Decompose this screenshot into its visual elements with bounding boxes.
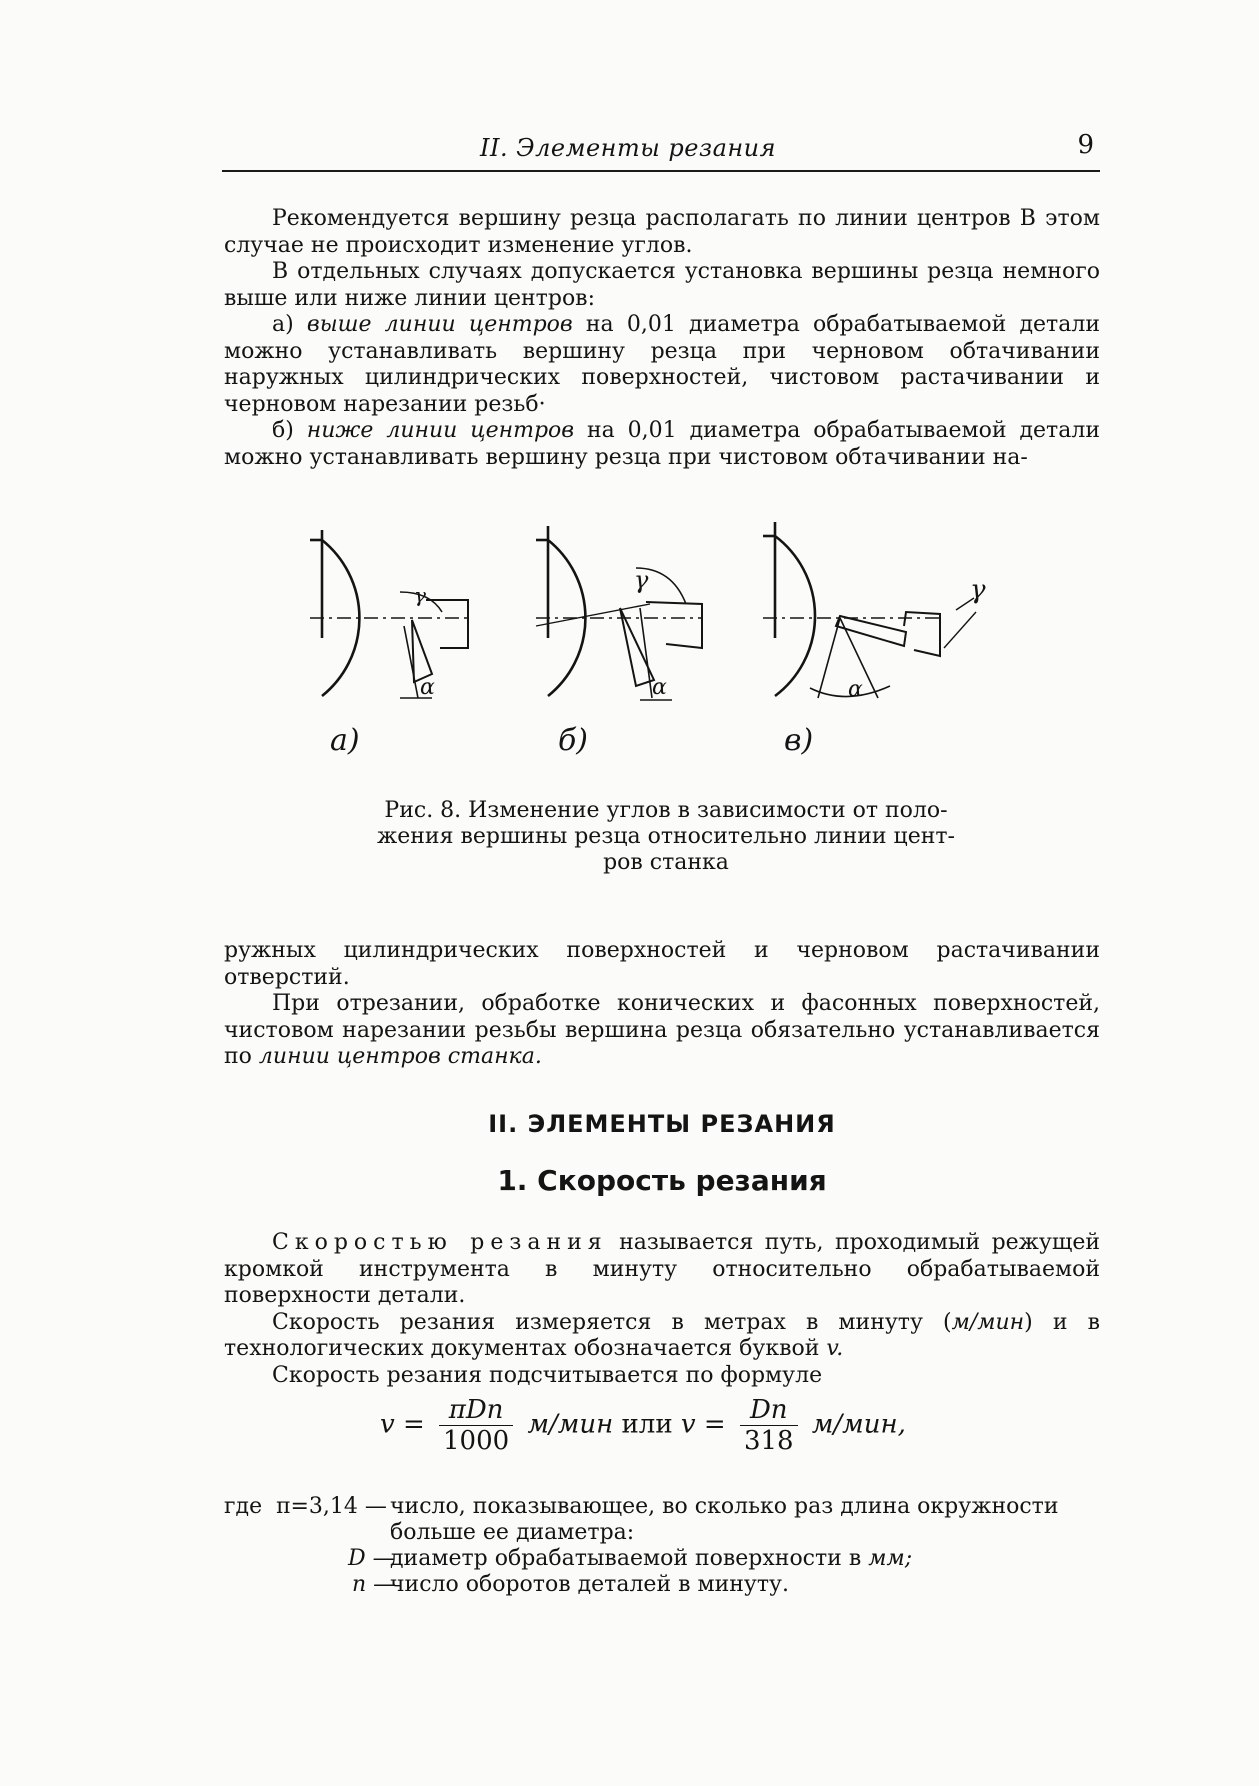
paragraph: Скорость резания подсчитывается по формуле (272, 1362, 823, 1388)
definition-text: число, показывающее, во сколько раз длина окружности больше ее диаметра: (390, 1494, 1059, 1545)
paragraph: ружных цилиндрических поверхностей и черновом растачивании отверстий. (224, 938, 1100, 990)
gamma-label-c: γ (970, 575, 986, 605)
item-term: выше линии центров (306, 312, 573, 337)
intro-text (224, 206, 1100, 471)
speed-formula (380, 1395, 980, 1469)
chapter-heading: II. ЭЛЕМЕНТЫ РЕЗАНИЯ (488, 1110, 836, 1138)
paragraph-text: При отрезании, обработке конических и фасонных поверхностей, чистовом нарезании резьбы вершина резца обязательно устанавливается по (224, 991, 1100, 1069)
gamma-label-a: γ (414, 583, 426, 607)
gamma-label-b: γ (634, 566, 649, 594)
item-text: на 0,01 диаметра обрабатываемой детали можно устанавливать вершину резца при чистовом обтачивании на- (224, 418, 1100, 470)
denominator: 1000 (443, 1426, 510, 1456)
paragraph (224, 1310, 1100, 1363)
item-label: а) (272, 312, 294, 337)
definition-key: n — (352, 1572, 396, 1597)
paragraph: Рекомендуется вершину резца располагать по линии центров В этом случае не происходит изменение углов. (224, 206, 1100, 258)
definition-key: π=3,14 — (276, 1494, 387, 1519)
italic-term: линии центров станка. (258, 1044, 542, 1069)
alpha-label-c: α (848, 677, 863, 702)
list-item-b (224, 418, 1100, 471)
caption-line: ров станка (603, 850, 729, 875)
section-title: II. Элементы резания (480, 134, 777, 162)
variable-definitions (224, 1494, 1100, 1598)
fraction (740, 1395, 798, 1456)
speed-text (224, 1230, 1100, 1389)
figure-8-diagram (300, 508, 1080, 778)
unit: м/мин (527, 1409, 614, 1440)
denominator: 318 (743, 1426, 794, 1456)
definition-n (224, 1572, 1100, 1598)
paragraph: В отдельных случаях допускается установка вершины резца немного выше или ниже линии центров: (224, 259, 1100, 311)
numerator: Dn (740, 1395, 798, 1426)
page-number: 9 (1077, 130, 1094, 160)
definition-text: диаметр обрабатываемой поверхности в (390, 1546, 862, 1571)
fraction (439, 1395, 513, 1456)
diagram-a (310, 530, 470, 698)
definition-paragraph (224, 1230, 1100, 1310)
continuation-text (224, 938, 1100, 1071)
defined-term: Скоростью резания (272, 1230, 608, 1255)
numerator: πDn (439, 1395, 513, 1426)
formula-lhs: v = (680, 1409, 726, 1440)
or-word: или (621, 1409, 673, 1440)
variable-letter: v. (826, 1336, 844, 1361)
subfigure-label-b: б) (558, 723, 589, 758)
section-heading: 1. Скорость резания (497, 1164, 827, 1197)
diagram-b (536, 526, 702, 700)
where-word: где (224, 1494, 263, 1519)
paragraph-text: Скорость резания измеряется в метрах в минуту ( (272, 1309, 952, 1335)
list-item-a (224, 312, 1100, 418)
definition-text: число оборотов деталей в минуту. (390, 1572, 789, 1597)
unit: м/мин, (811, 1409, 906, 1440)
definition-key: D — (348, 1546, 395, 1571)
alpha-label-a: α (420, 675, 435, 700)
caption-line: жения вершины резца относительно линии цент- (377, 824, 955, 849)
item-label: б) (272, 418, 294, 443)
definition-text: называется путь, проходимый режущей кромкой инструмента в минуту относительно обрабатываемой поверхности детали. (224, 1230, 1101, 1308)
caption-line: Рис. 8. Изменение углов в зависимости от поло- (384, 798, 948, 823)
formula-lhs: v = (380, 1409, 425, 1440)
item-text: на 0,01 диаметра обрабатываемой детали можно устанавливать вершину резца при черновом обтачивании наружных цилиндрических поверхностей, чистовом растачивании и черновом нарезании резьб· (224, 312, 1100, 417)
running-head (222, 130, 1100, 172)
unit: мм; (868, 1546, 913, 1571)
subfigure-label-a: а) (330, 723, 360, 758)
paragraph (224, 991, 1100, 1071)
diagram-c (763, 522, 976, 698)
subfigure-label-c: в) (784, 723, 814, 758)
paragraph-text: ) и в технологических документах обозначается буквой (224, 1309, 1100, 1361)
unit: м/мин (951, 1309, 1025, 1335)
definition-d (224, 1546, 1100, 1572)
definition-pi (224, 1494, 1100, 1546)
alpha-label-b: α (652, 675, 667, 700)
item-term: ниже линии центров (306, 418, 575, 443)
figure-caption (336, 798, 996, 876)
